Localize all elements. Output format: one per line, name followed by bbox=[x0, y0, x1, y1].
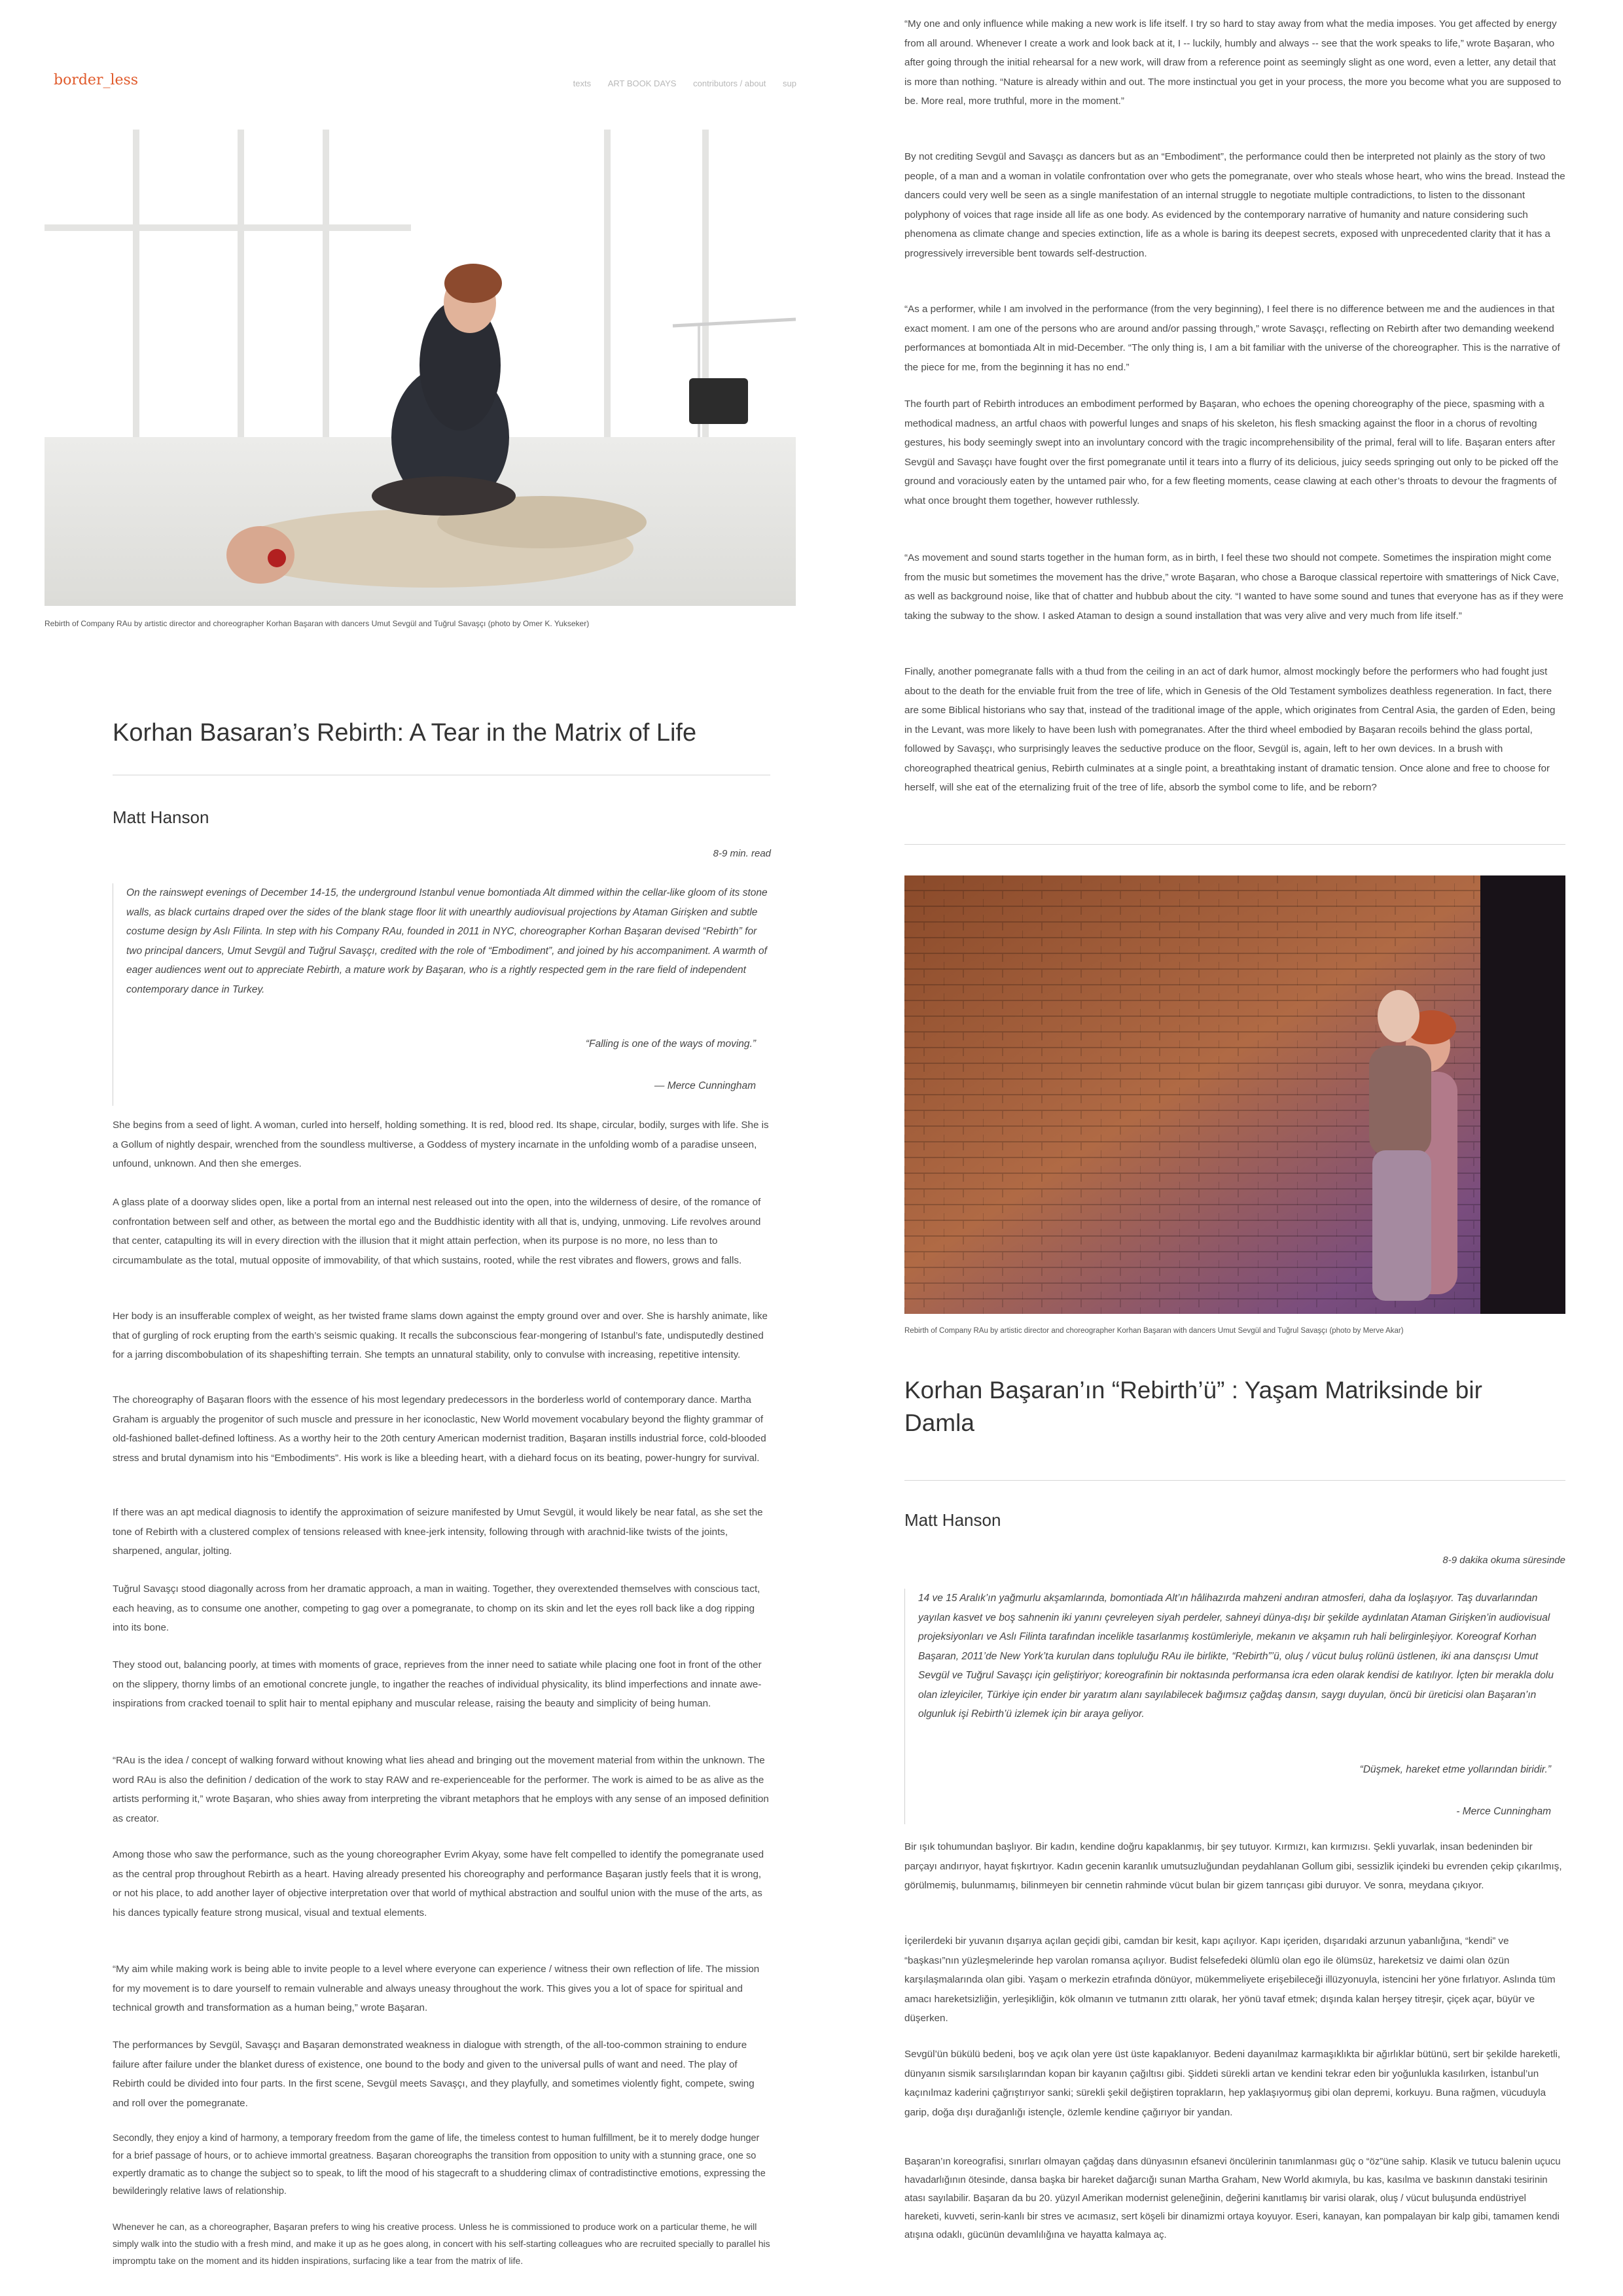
performance-photo-caption: Rebirth of Company RAu by artistic director and choreographer Korhan Başaran with dancers Umut Sevgül and Tuğrul Savaşçı (photo by Merve Akar) bbox=[904, 1327, 1404, 1335]
nav-item-texts[interactable]: texts bbox=[573, 79, 592, 88]
epigraph-quote-tr: “Düşmek, hareket etme yollarından biridir.” bbox=[1359, 1764, 1551, 1775]
section-divider bbox=[904, 844, 1565, 845]
body-paragraph-tr: Başaran’ın koreografisi, sınırları olmayan çağdaş dans dünyasının efsanevi öncülerinin tanımlanması güç o “öz”üne sahip. Klasik ve tutucu balenin uçucu havadarlığının ötesinde, dansa başka bir hareket dağarcığı sunan Martha Graham, New World akımıyla, bu kas, kasılma ve baskının danstaki tesirinin atası sayılabilir. Başaran da bu 20. yüzyıl Amerikan modernist geleneğinin, değerini kanıtlamış bir varisi olarak, oluş / vücut buluşunda endüstriyel hareketi, kuvveti, serin-kanlı bir stres ve acımasız, sert köşeli bir dinamizmi ortaya koyuyor. Eseri, kanayan, kan pompalayan bir kalp gibi, tamamen kendi atışına odaklı, gücünün devamlılığına ve hayatta kalmaya aç. bbox=[904, 2157, 1561, 2240]
intro-blockquote-tr: 14 ve 15 Aralık’ın yağmurlu akşamlarında, bomontiada Alt’ın hâlihazırda mahzeni andıran atmosferi, daha da loşlaşıyor. Taş duvarlarından yayılan kasvet ve boş sahnenin iki yanını çevreleyen siyah perdeler, sahneyi dünya-dışı bir şekilde aydınlatan Ataman Girişken’in audiovisual projeksiyonları ve Aslı Filinta tarafından incelikle tasarlanmış kostümleriyle, mekanın ve akşamın ruh hali belirginleşiyor. Koreograf Korhan Başaran, 2011’de New York’ta kurulan dans topluluğu RAu ile birlikte, “Rebirth”’ü, oluş / vücut buluş rolünü üstlenen, iki ana dansçısı Umut Sevgül ve Tuğrul Savaşçı için geliştiriyor; koreografinin bir noktasında performansa icra eden olarak kendisi de katılıyor. İçten bir merakla dolu olan izleyiciler, Türkiye için ender bir yaratım alanı sayılabilecek bağımsız çağdaş dansın, saygı duyulan, öncü bir üreticisi olan Başaran’ın olgunluk işi Rebirth’ü izlemek için bir araya geliyor. bbox=[904, 1589, 1566, 1824]
body-paragraph-en: Secondly, they enjoy a kind of harmony, a temporary freedom from the game of life, the timeless contest to human fulfillment, be it to merely dodge hunger for a brief passage of hours, or to achieve immortal greatness. Başaran choreographs the transition from opposition to unity with a stunning grace, one so expertly dramatic as to change the subject so to speak, to lift the mood of his stagecraft to a shuddering climax of contradistinctive emotions, expressing the bewilderingly relative laws of relationship. bbox=[113, 2133, 766, 2197]
body-paragraph-en: If there was an apt medical diagnosis to identify the approximation of seizure manifested by Umut Sevgül, it would likely be near fatal, as she set the tone of Rebirth with a clustered complex of tensions released with knee-jerk intensity, following through with arachnid-like twists of the joints, sharpened, angular, jolting. bbox=[113, 1507, 763, 1557]
body-paragraph-en-continued: Finally, another pomegranate falls with a thud from the ceiling in an act of dark humor, almost mockingly before the performers who had fought just about to the death for the enviable fruit from the tree of life, which in Genesis of the Old Testament symbolizes deathless regeneration. In fact, there are some Biblical historians who say that, instead of the traditional image of the apple, which originates from Central Asia, the garden of Eden, being in the Levant, was more likely to have been lush with pomegranates. After the third wheel embodied by Başaran recoils behind the glass portal, followed by Savaşçı, who surprisingly leaves the seductive produce on the floor, Sevgül is, again, left to her own devices. In a brush with choreographed theatrical genius, Rebirth culminates at a single point, a breathtaking instant of dramatic tension. Once alone and free to choose for herself, will she eat of the eternalizing fruit of the tree of life, absorb the symbol come to life, and be reborn? bbox=[904, 666, 1556, 793]
site-header bbox=[54, 72, 796, 98]
body-paragraph-en-continued: “As movement and sound starts together in the human form, as in birth, I feel these two should not compete. Sometimes the inspiration might come from the music but sometimes the movement has the drive,” wrote Başaran, who chose a Baroque classical repertoire with smatterings of Nick Cave, as well as background noise, like that of chatter and hubbub about the city. “I wanted to have some sound and tunes that everyone has as if they were taking the subway to the show. I asked Ataman to design a sound installation that was very alive and very much from life itself.” bbox=[904, 552, 1563, 622]
article-title-en: Korhan Basaran’s Rebirth: A Tear in the Matrix of Life bbox=[113, 719, 697, 747]
epigraph-quote-en: “Falling is one of the ways of moving.” bbox=[585, 1038, 756, 1050]
site-logo[interactable]: border_less bbox=[54, 72, 139, 88]
body-paragraph-en-continued: “As a performer, while I am involved in the performance (from the very beginning), I feel there is no difference between me and the audiences in that exact moment. I am one of the persons who are around and/or passing through,” wrote Savaşçı, reflecting on Rebirth after two demanding weekend performances at bomontiada Alt in mid-December. “The only thing is, I am a bit familiar with the universe of the choreographer. This is the narrative of the piece for me, from the beginning it has no end.” bbox=[904, 304, 1560, 373]
body-paragraph-en: Her body is an insufferable complex of weight, as her twisted frame slams down against the empty ground over and over. She is harshly animate, like that of gurgling of rock erupting from the earth’s seismic quaking. It recalls the subconscious fear-mongering of Istanbul’s fate, undisputedly destined for a jarring discombobulation of its shapeshifting terrain. She tempts an unnatural stability, only to convulse with increasing, repetitive intensity. bbox=[113, 1311, 768, 1360]
body-paragraph-en: “RAu is the idea / concept of walking forward without knowing what lies ahead and bringing out the movement material from within the unknown. The word RAu is also the definition / dedication of the work to stay RAW and re-experienceable for the performer. The work is aimed to be as alive as the artists performing it,” wrote Başaran, who shies away from interpreting the vibrant metaphors that he employs with any sense of an imposed definition as creator. bbox=[113, 1755, 769, 1824]
body-paragraph-en-continued: The fourth part of Rebirth introduces an embodiment performed by Başaran, who echoes the opening choreography of the piece, spasming with a methodical madness, an artful chaos with powerful lunges and snaps of his skeleton, his flesh smacking against the floor in a chorus of revolting gestures, his body seemingly swept into an involuntary concord with the tragic incomprehensibility of the primal, feral will to life. Başaran enters after Sevgül and Savaşçı have fought over the first pomegranate until it tears into a flurry of its delicious, juicy seeds springing out only to be picked off the ground and voraciously eaten by the untamed pair who, for a few fleeting moments, cease clawing at each other’s throats to devour the fragments of what once brought them together, however ruthlessly. bbox=[904, 398, 1559, 506]
body-paragraph-en: A glass plate of a doorway slides open, like a portal from an internal nest released out into the open, into the wilderness of desire, of the romance of confrontation between self and other, as between the mortal ego and the Buddhistic identity with all that is, undying, unmoving. Life revolves around that center, catapulting its will in every direction with the illusion that it might attain perfection, when its purpose is no more, no less than to circumambulate as the total, mutual opposite of immovability, of that which sustains, rooted, while the rest vibrates and flowers, grows and falls. bbox=[113, 1197, 761, 1266]
author-name-tr[interactable]: Matt Hanson bbox=[904, 1510, 1001, 1530]
body-paragraph-en: She begins from a seed of light. A woman, curled into herself, holding something. It is red, blood red. Its shape, circular, bodily, surges with life. She is a Gollum of nightly despair, wrenched from the soundless multiverse, a Goddess of mystery incarnate in the unfolding womb of a paradise unseen, unfound, unknown. And then she emerges. bbox=[113, 1120, 769, 1169]
body-paragraph-tr: Sevgül’ün bükülü bedeni, boş ve açık olan yere üst üste kapaklanıyor. Bedeni dayanılmaz karmaşıklıkta bir ağırlıklar bütünü, sert bir şekilde hareketli, dünyanın sismik sarsılışlarından kopan bir kayanın çağıltısı gibi. Şiddeti sürekli artan ve kendini tekrar eden bir yoğunlukla kasılırken, İstanbul’un kaçınılmaz kaderini çağrıştırıyor sanki; sürekli şekil değiştiren toprakların, hep yaklaşıyormuş gibi olan depremi, korkuyu. Buna rağmen, vücuduyla garip, doğa dışı durağanlığı istençle, özlemle kendine çağırıyor bir yandan. bbox=[904, 2049, 1561, 2118]
read-time-en: 8-9 min. read bbox=[713, 848, 771, 859]
epigraph-attribution-en: — Merce Cunningham bbox=[654, 1080, 756, 1091]
read-time-tr: 8-9 dakika okuma süresinde bbox=[1442, 1555, 1565, 1566]
nav-item-art-book-days[interactable]: ART BOOK DAYS bbox=[607, 79, 677, 88]
body-paragraph-en: Tuğrul Savaşçı stood diagonally across from her dramatic approach, a man in waiting. Together, they overextended themselves with conscious tact, each heaving, as to consume one another, competing to gag over a pomegranate, to chomp on its skin and let the eyes roll back like a dog ripping into its bone. bbox=[113, 1583, 760, 1633]
body-paragraph-en: Among those who saw the performance, such as the young choreographer Evrim Akyay, some have felt compelled to identify the pomegranate used as the central prop throughout Rebirth as a heart. Having already presented his choreography and performance Başaran justly feels that it is wrong, or not his place, to add another layer of objective interpretation over that world of mythical abstraction and soulful union with the muse of the arts, as his dances typically feature strong musical, visual and textual elements. bbox=[113, 1849, 764, 1918]
epigraph-attribution-tr: - Merce Cunningham bbox=[1456, 1806, 1551, 1817]
body-paragraph-en: The performances by Sevgül, Savaşçı and Başaran demonstrated weakness in dialogue with strength, of the all-too-common straining to endure failure after failure under the blanket duress of existence, one bound to the body and given to the universal pulls of want and need. The play of Rebirth could be divided into four parts. In the first scene, Sevgül meets Savaşçı, and they playfully, and sometimes violently fight, compete, swing and roll over the pomegranate. bbox=[113, 2040, 755, 2109]
body-paragraph-en: They stood out, balancing poorly, at times with moments of grace, reprieves from the inner need to satiate while placing one foot in front of the other on the slippery, thorny limbs of an emotional concrete jungle, to ingather the reaches of individual physicality, its blind imperfections and innate awe-inspirations from cracked toenail to split hair to mental epiphany and muscular release, raising the beauty and simplicity of being human. bbox=[113, 1659, 762, 1709]
nav-item-sup[interactable]: sup bbox=[783, 79, 796, 88]
top-nav bbox=[559, 79, 796, 88]
body-paragraph-en-continued: By not crediting Sevgül and Savaşçı as dancers but as an “Embodiment”, the performance could then be interpreted not plainly as the story of two people, of a man and a woman in volatile confrontation over who gets the pomegranate, over who steals whose heart, who wins the bread. Instead the dancers could very well be seen as a single manifestation of an internal struggle to negotiate multiple contradictions, to listen to the dissonant polyphony of voices that rage inside all life as one body. As evidenced by the contemporary narrative of humanity and nature considering such phenomena as climate change and species extinction, life as a whole is baring its deepest secrets, exposed with unprecedented clarity that it has a progressively irreversible bent towards self-destruction. bbox=[904, 151, 1565, 259]
author-name-en[interactable]: Matt Hanson bbox=[113, 807, 209, 827]
body-paragraph-en-continued: “My one and only influence while making a new work is life itself. I try so hard to stay away from what the media imposes. You get affected by energy from all around. Whenever I create a work and look back at it, I -- luckily, humbly and always -- see that the work speaks to life,” wrote Başaran, who after going through the initial rehearsal for a new work, will draw from a reference point as seemingly slight as one word, even a letter, any detail that is more than nothing. “Nature is already within and out. The more instinctual you get in your process, the more you become what you are supposed to be. More real, more truthful, more in the moment.” bbox=[904, 18, 1561, 107]
body-paragraph-en: Whenever he can, as a choreographer, Başaran prefers to wing his creative process. Unless he is commissioned to produce work on a particular theme, he will simply walk into the studio with a fresh mind, and make it up as he goes along, in concert with his self-starting colleagues who are recruited specially to parallel his impromptu take on the moment and its hidden inspirations, surfacing like a tear from the matrix of life. bbox=[113, 2221, 770, 2266]
article-title-tr: Korhan Başaran’ın “Rebirth’ü” : Yaşam Matriksinde bir Damla bbox=[904, 1377, 1482, 1436]
body-paragraph-tr: Bir ışık tohumundan başlıyor. Bir kadın, kendine doğru kapaklanmış, bir şey tutuyor. Kırmızı, kan kırmızısı. Şekli yuvarlak, insan bedeninden bir parçayı andırıyor, hayat fışkırtıyor. Kadın gecenin karanlık umutsuzluğundan peydahlanan Gollum gibi, sessizlik içindeki bu evrenden çekip çıkarılmış, görülmemiş, bulunmamış, bilinmeyen bir cennetin rahminde vücut bulan bir gizem tanrıçası gibi duruyor. Ve sonra, meydana çıkıyor. bbox=[904, 1841, 1562, 1891]
body-paragraph-en: The choreography of Başaran floors with the essence of his most legendary predecessors in the borderless world of contemporary dance. Martha Graham is arguably the progenitor of such muscle and pressure in her iconoclastic, New World movement vocabulary beyond the flighty grammar of old-fashioned ballet-defined loftiness. As a worthy heir to the 20th century American modernist tradition, Başaran instills industrial force, cold-blooded stress and brutal dynamism into his “Embodiments”. His work is like a bleeding heart, with a diehard focus on its beating, power-hungry for survival. bbox=[113, 1394, 766, 1464]
nav-item-contributors-about[interactable]: contributors / about bbox=[693, 79, 766, 88]
rehearsal-photo-illustration bbox=[45, 130, 796, 606]
rehearsal-photo-caption: Rebirth of Company RAu by artistic director and choreographer Korhan Başaran with dancers Umut Sevgül and Tuğrul Savaşçı (photo by Omer K. Yukseker) bbox=[45, 619, 590, 628]
performance-photo-illustration bbox=[904, 875, 1565, 1314]
performance-photo bbox=[904, 875, 1565, 1314]
intro-blockquote-en: On the rainswept evenings of December 14-15, the underground Istanbul venue bomontiada Alt dimmed within the cellar-like gloom of its stone walls, as black curtains draped over the sides of the blank stage floor lit with unearthly audiovisual projections by Ataman Girişken and subtle costume design by Aslı Filinta. In step with his Company RAu, founded in 2011 in NYC, choreographer Korhan Başaran devised “Rebirth” for two principal dancers, Umut Sevgül and Tuğrul Savaşçı, credited with the role of “Embodiment”, and joined by his accompaniment. A warmth of eager audiences went out to appreciate Rebirth, a mature work by Başaran, who is a rightly respected gem in the rare field of independent contemporary dance in Turkey. bbox=[113, 883, 771, 1080]
body-paragraph-en: “My aim while making work is being able to invite people to a level where everyone can experience / witness their own reflection of life. The mission for my movement is to dare yourself to remain vulnerable and always uneasy throughout the work. This gives you a lot of space for spiritual and technical growth and transformation as a human being,” wrote Başaran. bbox=[113, 1964, 760, 2013]
title-divider-tr bbox=[904, 1480, 1565, 1481]
rehearsal-photo bbox=[45, 130, 796, 606]
body-paragraph-tr: İçerilerdeki bir yuvanın dışarıya açılan geçidi gibi, camdan bir kesit, kapı açılıyor. Kapı içeriden, dışarıdaki arzunun yabanlığına, “kendi” ve “başkası”nın yüzleşmelerinde hep varolan romansa açılıyor. Budist felsefedeki ölümlü olan ego ile ölümsüz, hareketsiz ve daimi olan özün karşılaşmalarında olan gibi. Yaşam o merkezin etrafında dönüyor, mükemmeliyete erişebileceği illüzyonuyla, istencini her yöne fırlatıyor. Aslında tüm amacı hareketsizliğin, yerleşikliğin, kök olmanın ve tutmanın zıttı olarak, her yönü tavaf etmek; dışında kalan herşey titreşir, çiçek açar, büyür ve düşerken. bbox=[904, 1935, 1556, 2024]
